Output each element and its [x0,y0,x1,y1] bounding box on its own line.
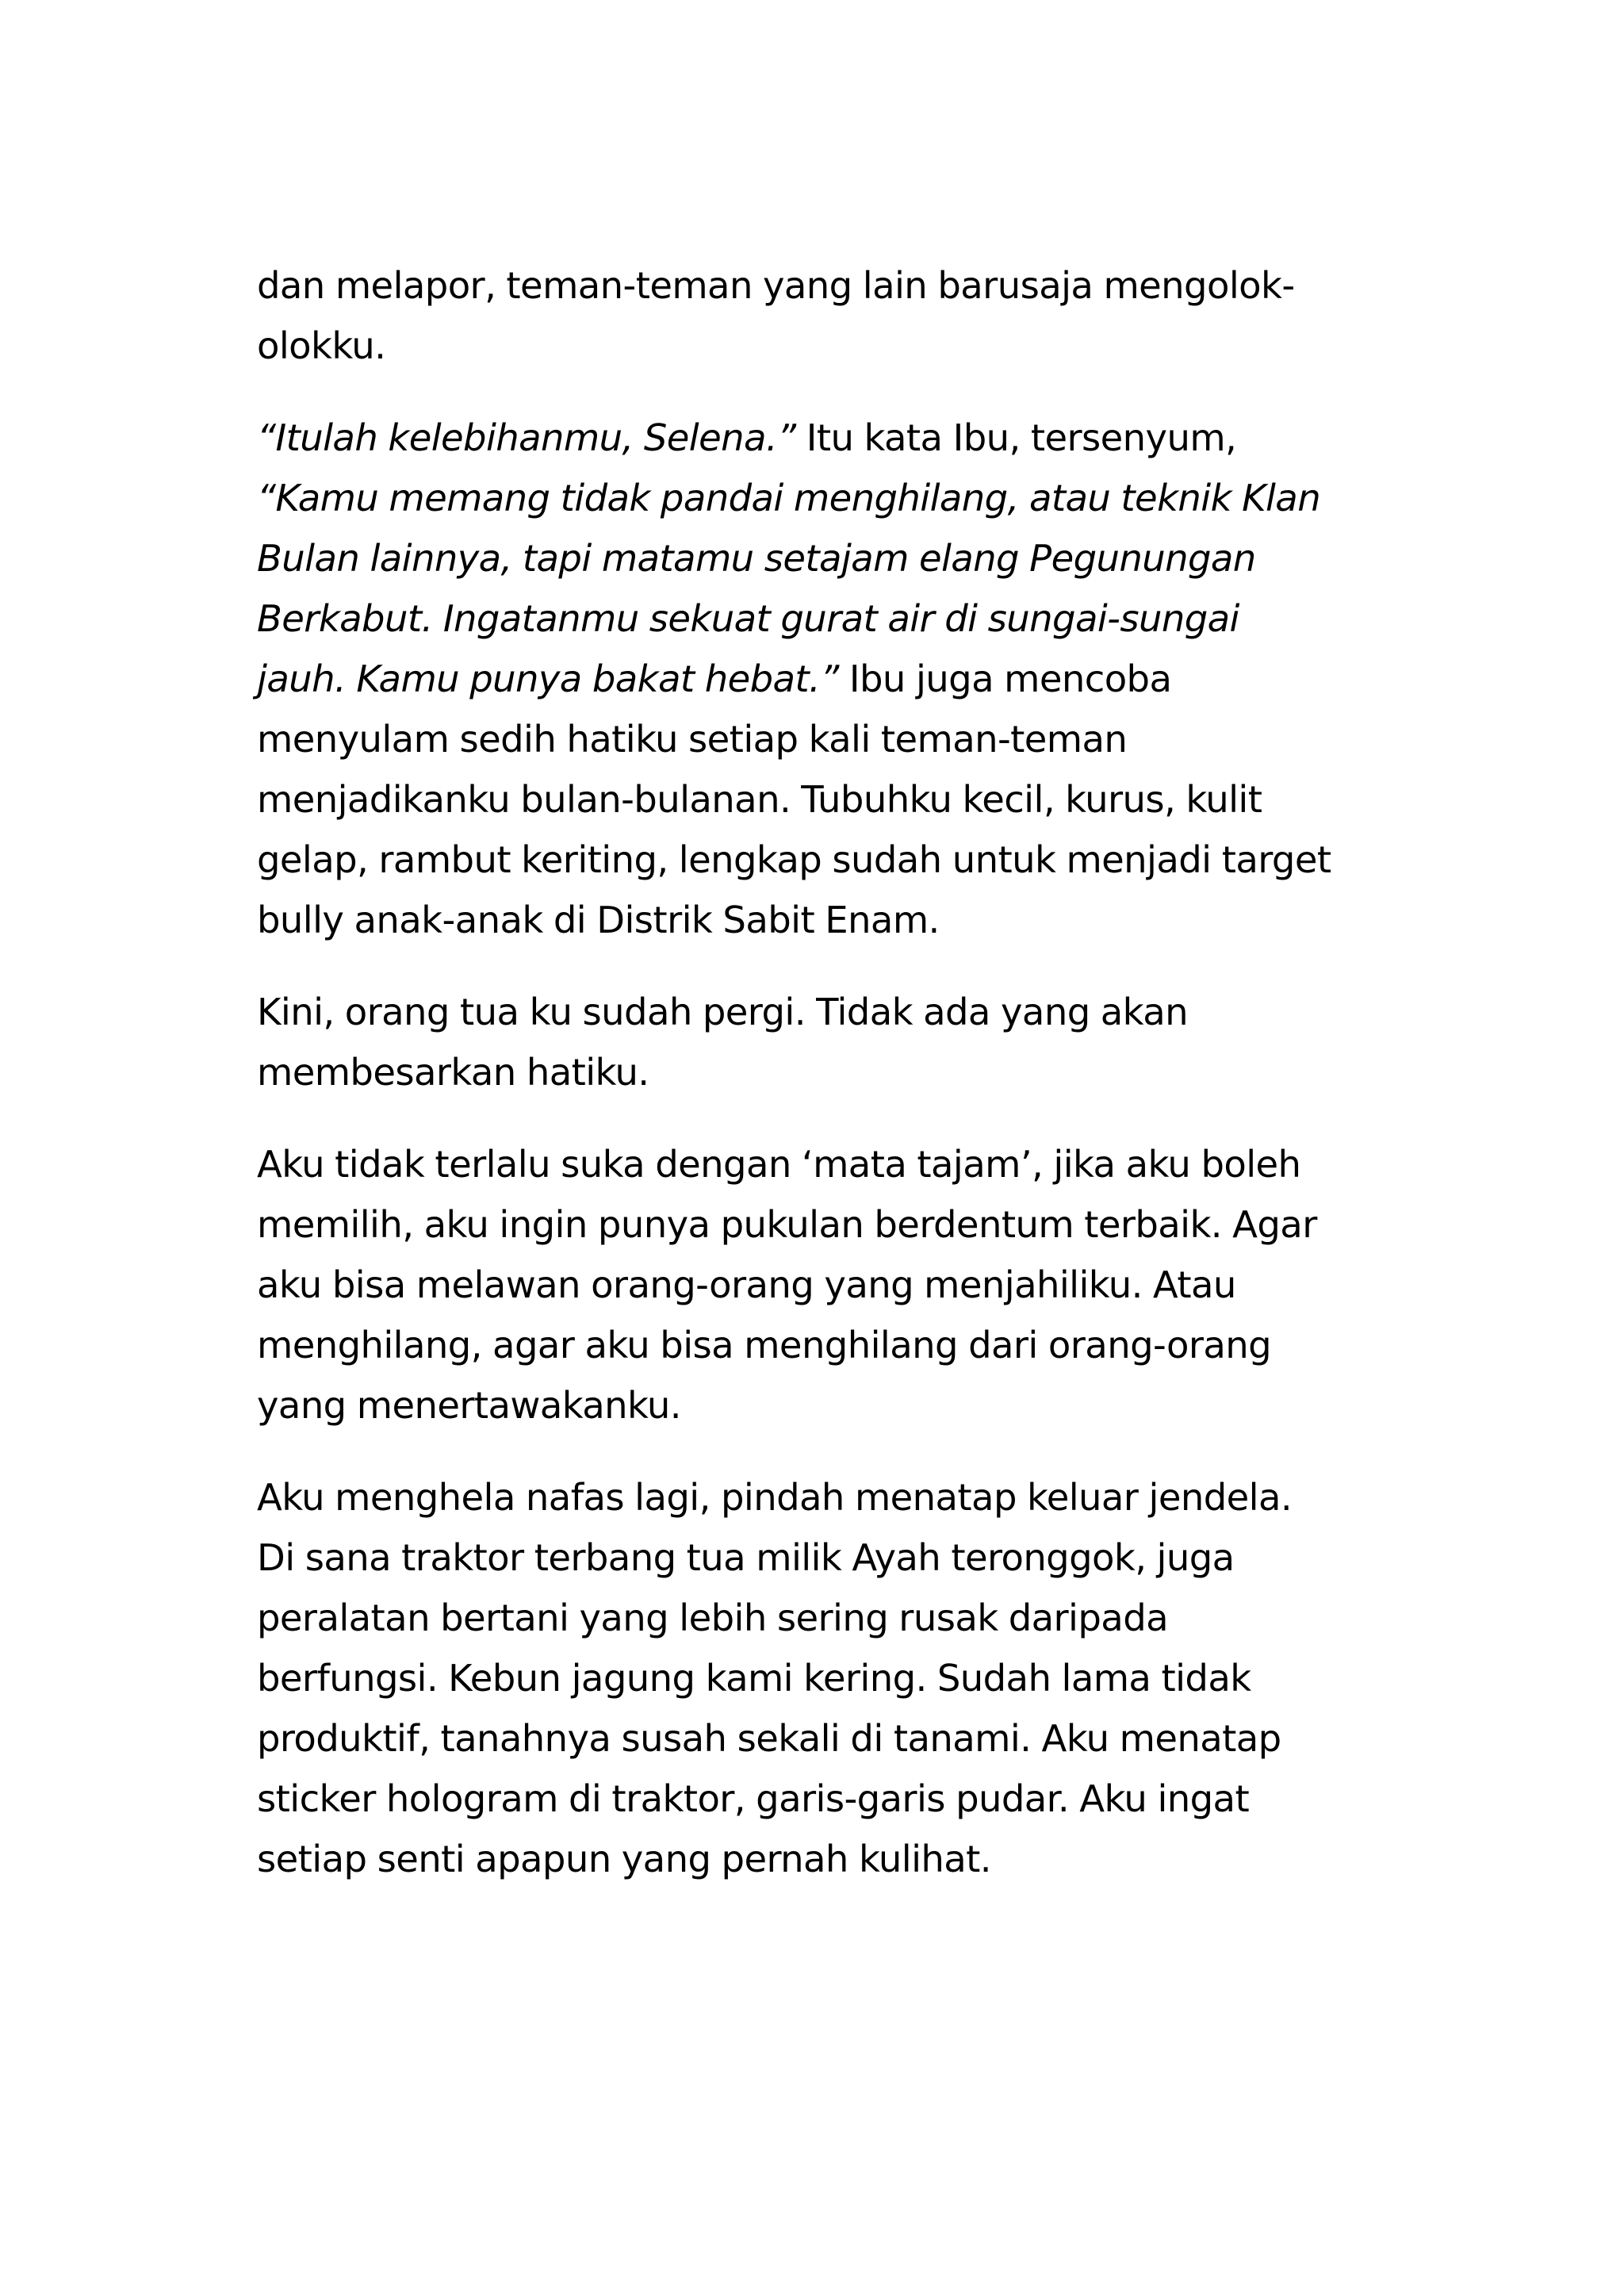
text-run: Ibu juga mencoba [838,657,1172,700]
document-body [257,255,1383,1921]
text-line [257,408,1383,468]
text-line [257,1255,1383,1315]
text-run: memilih, aku ingin punya pukulan berdentum terbaik. Agar [257,1203,1317,1246]
text-line [257,982,1383,1042]
text-line [257,1648,1383,1708]
paragraph-5 [257,1467,1383,1889]
text-run: Kini, orang tua ku sudah pergi. Tidak ada yang akan [257,991,1188,1033]
text-line [257,316,1383,376]
text-run: setiap senti apapun yang pernah kulihat. [257,1838,991,1880]
text-run: peralatan bertani yang lebih sering rusak daripada [257,1596,1169,1639]
text-run: aku bisa melawan orang-orang yang menjahiliku. Atau [257,1263,1236,1306]
text-line [257,468,1383,528]
text-run: sticker hologram di traktor, garis-garis pudar. Aku ingat [257,1777,1250,1820]
text-line [257,1315,1383,1375]
text-line [257,1375,1383,1435]
italic-text-run: “Itulah kelebihanmu, Selena.” [257,416,796,459]
text-run: bully anak-anak di Distrik Sabit Enam. [257,899,940,941]
text-run: membesarkan hatiku. [257,1051,649,1094]
text-line [257,1194,1383,1255]
text-line [257,255,1383,316]
paragraph-1 [257,255,1383,376]
italic-text-run: Berkabut. Ingatanmu sekuat gurat air di sungai-sungai [257,597,1239,640]
text-run: menjadikanku bulan-bulanan. Tubuhku kecil, kurus, kulit [257,778,1262,821]
text-line [257,890,1383,950]
text-run: olokku. [257,324,386,367]
text-run: menyulam sedih hatiku setiap kali teman-teman [257,718,1128,761]
text-line [257,769,1383,830]
text-line [257,649,1383,709]
text-line [257,1527,1383,1588]
paragraph-3 [257,982,1383,1102]
text-line [257,588,1383,649]
text-line [257,1829,1383,1889]
italic-text-run: Bulan lainnya, tapi matamu setajam elang Pegunungan [257,537,1256,580]
text-run: Di sana traktor terbang tua milik Ayah teronggok, juga [257,1536,1235,1579]
text-line [257,1588,1383,1648]
text-run: yang menertawakanku. [257,1384,681,1427]
text-run: gelap, rambut keriting, lengkap sudah untuk menjadi target [257,838,1331,881]
text-run: dan melapor, teman-teman yang lain barusaja mengolok- [257,264,1295,307]
text-line [257,1042,1383,1102]
text-run: menghilang, agar aku bisa menghilang dari orang-orang [257,1324,1272,1366]
text-line [257,830,1383,890]
text-line [257,528,1383,588]
text-line [257,1769,1383,1829]
italic-text-run: jauh. Kamu punya bakat hebat.” [257,657,839,700]
paragraph-4 [257,1134,1383,1435]
text-run: Aku tidak terlalu suka dengan ‘mata tajam’, jika aku boleh [257,1143,1301,1186]
text-line [257,1708,1383,1769]
text-line [257,1467,1383,1527]
italic-text-run: “Kamu memang tidak pandai menghilang, atau teknik Klan [257,477,1321,519]
text-run: Aku menghela nafas lagi, pindah menatap keluar jendela. [257,1476,1293,1519]
text-run: Itu kata Ibu, tersenyum, [795,416,1237,459]
text-line [257,1134,1383,1194]
text-run: produktif, tanahnya susah sekali di tanami. Aku menatap [257,1717,1281,1760]
paragraph-2 [257,408,1383,950]
text-line [257,709,1383,769]
text-run: berfungsi. Kebun jagung kami kering. Sudah lama tidak [257,1657,1251,1700]
